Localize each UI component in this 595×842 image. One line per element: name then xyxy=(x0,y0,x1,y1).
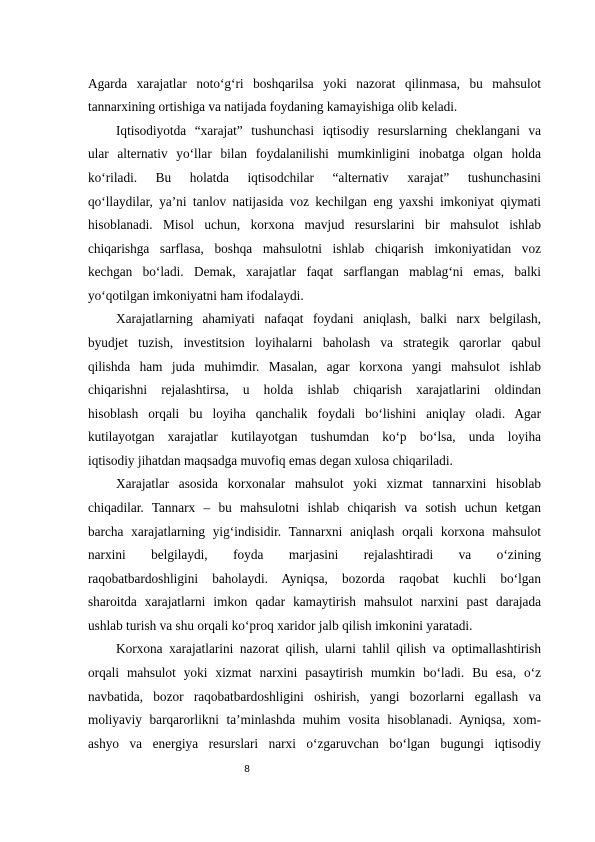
text-line: kutilayotgan xarajatlar kutilayotgan tushumdan ko‘p bo‘lsa, unda loyiha xyxy=(88,429,541,444)
text-line: ushlab turish va shu orqali ko‘proq xaridor jalb qilish imkonini yaratadi. xyxy=(88,618,473,633)
text-line: barcha xarajatlarning yig‘indisidir. Tannarxni aniqlash orqali korxona mahsulot xyxy=(88,524,541,539)
text-line: moliyaviy barqarorlikni ta’minlashda muhim vosita hisoblanadi. Ayniqsa, xom- xyxy=(88,712,541,727)
text-line: sharoitda xarajatlarni imkon qadar kamaytirish mahsulot narxini past darajada xyxy=(88,594,541,609)
text-line: Agarda xarajatlar noto‘g‘ri boshqarilsa yoki nazorat qilinmasa, bu mahsulot xyxy=(88,76,541,91)
text-line: iqtisodiy jihatdan maqsadga muvofiq emas degan xulosa chiqariladi. xyxy=(88,453,453,468)
text-line: ashyo va energiya resurslari narxi o‘zgaruvchan bo‘lgan bugungi iqtisodiy xyxy=(88,736,541,751)
text-line: ko‘riladi. Bu holatda iqtisodchilar “alternativ xarajat” tushunchasini xyxy=(88,170,541,185)
text-line: chiqarishni rejalashtirsa, u holda ishlab chiqarish xarajatlarini oldindan xyxy=(88,382,541,397)
text-line: Xarajatlar asosida korxonalar mahsulot yoki xizmat tannarxini hisoblab xyxy=(116,476,541,491)
text-line: Iqtisodiyotda “xarajat” tushunchasi iqtisodiy resurslarning cheklangani va xyxy=(116,123,541,138)
text-line: narxini belgilaydi, foyda marjasini rejalashtiradi va o‘zining xyxy=(88,547,541,562)
text-line: byudjet tuzish, investitsion loyihalarni baholash va strategik qarorlar qabul xyxy=(88,335,541,350)
text-line: kechgan bo‘ladi. Demak, xarajatlar faqat sarflangan mablag‘ni emas, balki xyxy=(88,264,541,279)
text-line: Korxona xarajatlarini nazorat qilish, ularni tahlil qilish va optimallashtirish xyxy=(116,641,541,656)
text-line: chiqadilar. Tannarx – bu mahsulotni ishlab chiqarish va sotish uchun ketgan xyxy=(88,500,541,515)
text-line: hisoblash orqali bu loyiha qanchalik foydali bo‘lishini aniqlay oladi. Agar xyxy=(88,406,541,421)
text-line: Xarajatlarning ahamiyati nafaqat foydani aniqlash, balki narx belgilash, xyxy=(116,311,541,326)
text-line: qilishda ham juda muhimdir. Masalan, agar korxona yangi mahsulot ishlab xyxy=(88,359,541,374)
text-line: orqali mahsulot yoki xizmat narxini pasaytirish mumkin bo‘ladi. Bu esa, o‘z xyxy=(88,665,541,680)
text-line: raqobatbardoshligini baholaydi. Ayniqsa, bozorda raqobat kuchli bo‘lgan xyxy=(88,571,541,586)
text-line: qo‘llaydilar, ya’ni tanlov natijasida voz kechilgan eng yaxshi imkoniyat qiymati xyxy=(88,194,541,209)
text-line: yo‘qotilgan imkoniyatni ham ifodalaydi. xyxy=(88,288,304,303)
text-line: chiqarishga sarflasa, boshqa mahsulotni ishlab chiqarish imkoniyatidan voz xyxy=(88,241,541,256)
text-line: ular alternativ yo‘llar bilan foydalanilishi mumkinligini inobatga olgan holda xyxy=(88,146,541,161)
text-line: navbatida, bozor raqobatbardoshligini oshirish, yangi bozorlarni egallash va xyxy=(88,689,541,704)
text-line: tannarxining ortishiga va natijada foydaning kamayishiga olib keladi. xyxy=(88,99,458,114)
text-line: hisoblanadi. Misol uchun, korxona mavjud resurslarini bir mahsulot ishlab xyxy=(88,217,541,232)
page-number: 8 xyxy=(244,764,250,775)
